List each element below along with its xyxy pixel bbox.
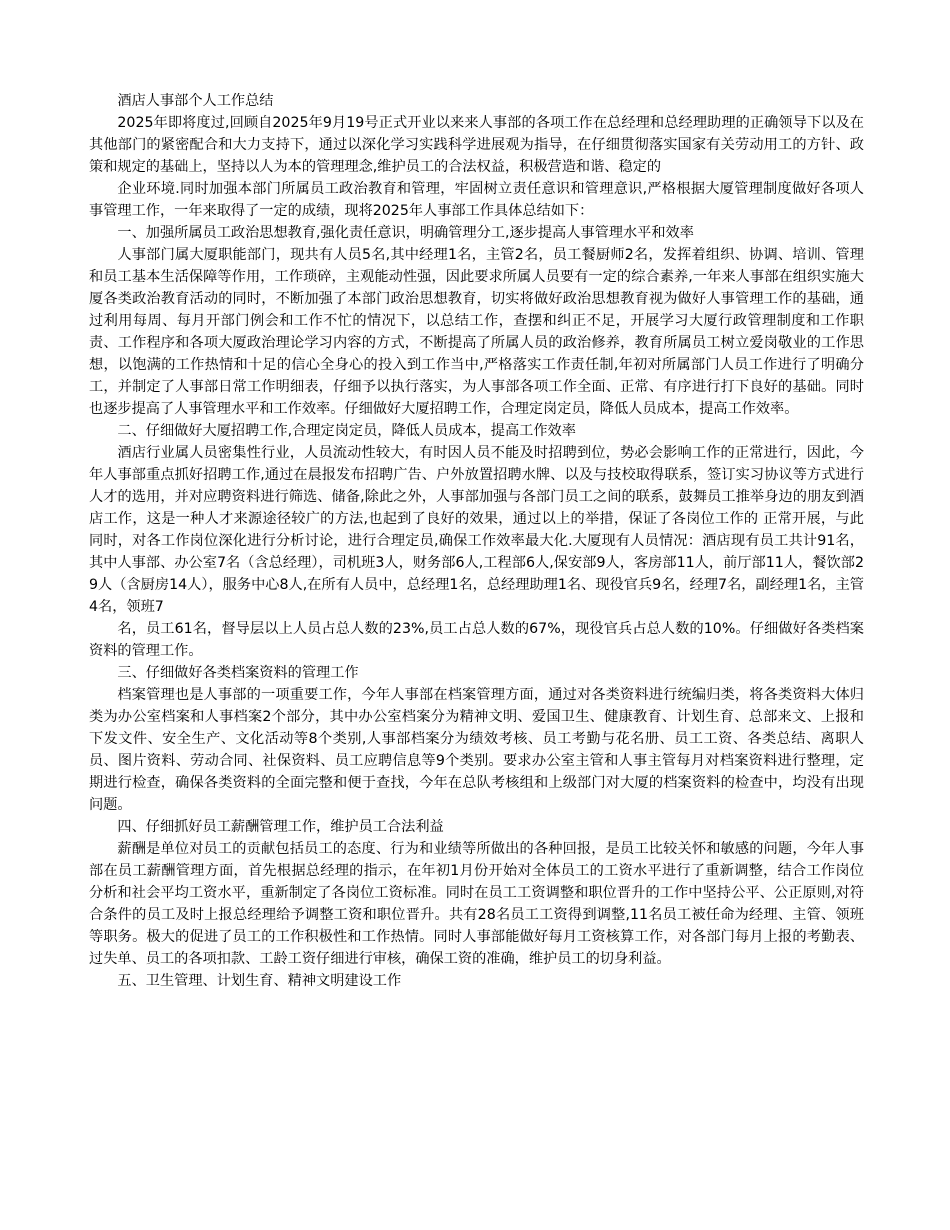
section-1-paragraph: 人事部门属大厦职能部门，现共有人员5名,其中经理1名，主管2名，员工餐厨师2名，发挥着组织、协调、培训、管理和员工基本生活保障等作用，工作琐碎，主观能动性强，因此要求所属人员要有一定的综合素养,一年来人事部在组织实施大厦各类政治教育活动的同时，不断加强了本部门政治思想教育，切实将做好政治思想教育视为做好人事管理工作的基础，通过利用每周、每月开部门例会和工作不忙的情况下，以总结工作，查摆和纠正不足，开展学习大厦行政管理制度和工作职责、工作程序和各项大厦政治理论学习内容的方式，不断提高了所属人员的政治修养，教育所属员工树立爱岗敬业的工作思想，以饱满的工作热情和十足的信心全身心的投入到工作当中,严格落实工作责任制,年初对所属部门人员工作进行了明确分工，并制定了人事部日常工作明细表，仔细予以执行落实，为人事部各项工作全面、正常、有序进行打下良好的基础。同时也逐步提高了人事管理水平和工作效率。仔细做好大厦招聘工作，合理定岗定员，降低人员成本，提高工作效率。 <box>89 247 864 417</box>
document-body <box>89 90 864 992</box>
section-heading-4: 四、仔细抓好员工薪酬管理工作，维护员工合法利益 <box>117 819 444 835</box>
intro-paragraph: 2025年即将度过,回顾自2025年9月19号正式开业以来来人事部的各项工作在总经理和总经理助理的正确领导下以及在其他部门的紧密配合和大力支持下，通过以深化学习实践科学进展观为指导，在仔细贯彻落实国家有关劳动用工的方针、政策和规定的基础上，坚持以人为本的管理理念,维护员工的合法权益，积极营造和谐、稳定的 <box>89 115 864 175</box>
intro-continuation-paragraph: 企业环境.同时加强本部门所属员工政治教育和管理，牢固树立责任意识和管理意识,严格根据大厦管理制度做好各项人事管理工作，一年来取得了一定的成绩，现将2025年人事部工作具体总结如下： <box>89 181 864 219</box>
section-3-paragraph: 档案管理也是人事部的一项重要工作，今年人事部在档案管理方面，通过对各类资料进行统编归类，将各类资料大体归类为办公室档案和人事档案2个部分，其中办公室档案分为精神文明、爱国卫生、健康教育、计划生育、总部来文、上报和下发文件、安全生产、文化活动等8个类别,人事部档案分为绩效考核、员工考勤与花名册、员工工资、各类总结、离职人员、图片资料、劳动合同、社保资料、员工应聘信息等9个类别。要求办公室主管和人事主管每月对档案资料进行整理，定期进行检查，确保各类资料的全面完整和便于查找，今年在总队考核组和上级部门对大厦的档案资料的检查中，均没有出现问题。 <box>89 687 864 813</box>
section-heading-5: 五、卫生管理、计划生育、精神文明建设工作 <box>117 973 402 989</box>
section-4-paragraph: 薪酬是单位对员工的贡献包括员工的态度、行为和业绩等所做出的各种回报，是员工比较关怀和敏感的问题，今年人事部在员工薪酬管理方面，首先根据总经理的指示，在年初1月份开始对全体员工的工资水平进行了重新调整，结合工作岗位分析和社会平均工资水平，重新制定了各岗位工资标准。同时在员工工资调整和职位晋升的工作中坚持公平、公正原则,对符合条件的员工及时上报总经理给予调整工资和职位晋升。共有28名员工工资得到调整,11名员工被任命为经理、主管、领班等职务。极大的促进了员工的工作积极性和工作热情。同时人事部能做好每月工资核算工作，对各部门每月上报的考勤表、过失单、员工的各项扣款、工龄工资仔细进行审核，确保工资的准确，维护员工的切身利益。 <box>89 841 864 967</box>
section-2-paragraph: 酒店行业属人员密集性行业，人员流动性较大，有时因人员不能及时招聘到位，势必会影响工作的正常进行，因此，今年人事部重点抓好招聘工作,通过在晨报发布招聘广告、户外放置招聘水牌、以及与技校取得联系，签订实习协议等方式进行人才的选用，并对应聘资料进行筛选、储备,除此之外，人事部加强与各部门员工之间的联系，鼓舞员工推举身边的朋友到酒店工作，这是一种人才来源途径较广的方法,也起到了良好的效果，通过以上的举措，保证了各岗位工作的 正常开展，与此同时，对各工作岗位深化进行分析讨论，进行合理定员,确保工作效率最大化.大厦现有人员情况：酒店现有员工共计91名，其中人事部、办公室7名（含总经理），司机班3人，财务部6人,工程部6人,保安部9人，客房部11人，前厅部11人，餐饮部29人（含厨房14人），服务中心8人,在所有人员中，总经理1名，总经理助理1名、现役官兵9名，经理7名，副经理1名，主管4名，领班7 <box>89 445 864 615</box>
section-heading-3: 三、仔细做好各类档案资料的管理工作 <box>117 665 359 681</box>
document-title: 酒店人事部个人工作总结 <box>117 93 274 109</box>
section-2-continuation-paragraph: 名，员工61名，督导层以上人员占总人数的23%,员工占总人数的67%，现役官兵占总人数的10%。仔细做好各类档案资料的管理工作。 <box>89 621 864 659</box>
section-heading-1: 一、加强所属员工政治思想教育,强化责任意识，明确管理分工,逐步提高人事管理水平和效率 <box>117 225 694 241</box>
section-heading-2: 二、仔细做好大厦招聘工作,合理定岗定员，降低人员成本，提高工作效率 <box>117 423 576 439</box>
